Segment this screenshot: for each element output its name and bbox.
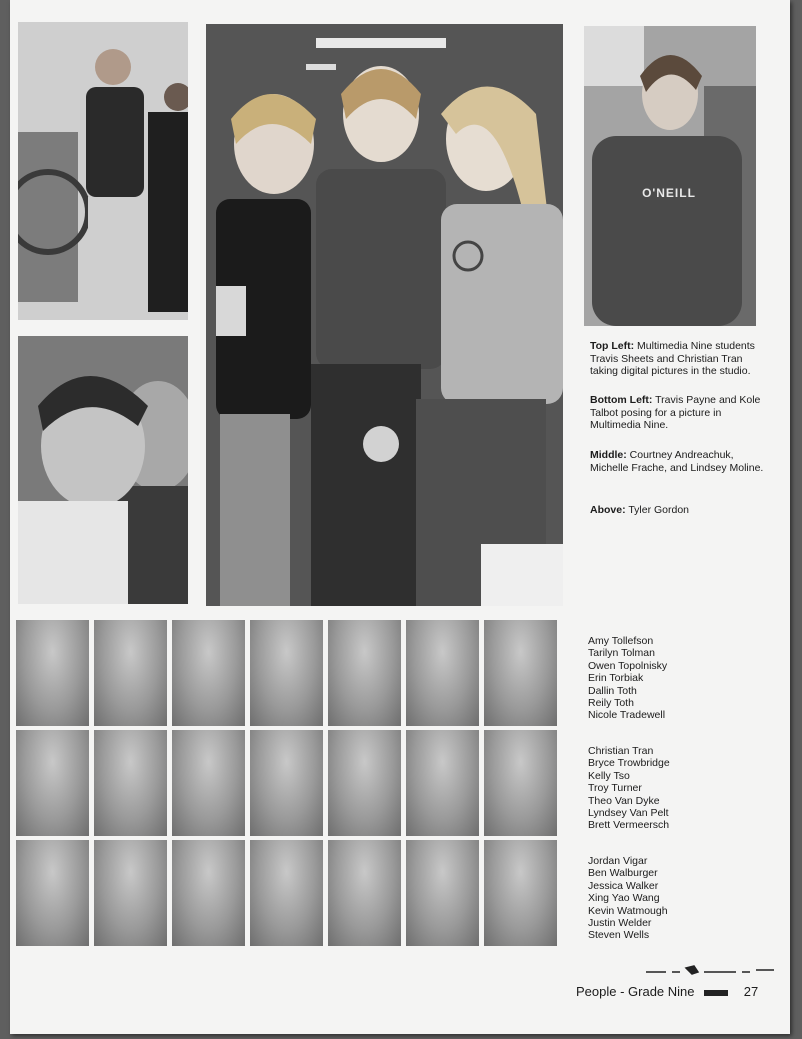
- caption-text: Tyler Gordon: [628, 504, 690, 516]
- student-portrait: [484, 620, 557, 726]
- student-portrait: [16, 840, 89, 946]
- student-portrait: [328, 840, 401, 946]
- student-name: Christian Tran: [588, 745, 654, 757]
- student-portrait: [484, 840, 557, 946]
- photo-middle: [206, 24, 563, 606]
- student-name: Justin Welder: [588, 917, 652, 930]
- footer-section-title: People - Grade Nine: [576, 984, 695, 999]
- student-name: Kelly Tso: [588, 769, 630, 782]
- student-portrait: [250, 840, 323, 946]
- student-name: Amy Tollefson: [588, 635, 654, 647]
- student-name: Jessica Walker: [588, 879, 659, 892]
- student-portrait: [484, 730, 557, 836]
- caption-label: Top Left:: [590, 340, 635, 352]
- name-list-row-3: [588, 855, 668, 942]
- caption-top-left: [590, 340, 770, 378]
- student-name: Brett Vermeersch: [588, 819, 670, 832]
- caption-above: [590, 504, 770, 517]
- page-footer: [576, 984, 758, 999]
- student-name: Troy Turner: [588, 782, 642, 795]
- student-name: Reily Toth: [588, 697, 634, 710]
- student-portrait: [94, 840, 167, 946]
- student-name: Kevin Watmough: [588, 904, 668, 917]
- student-portrait: [16, 730, 89, 836]
- student-name: Dallin Toth: [588, 684, 637, 697]
- caption-label: Above:: [590, 504, 626, 516]
- student-portrait: [406, 730, 479, 836]
- caption-text: Courtney Andreachuk, Michelle Frache, and Lindsey Moline.: [590, 449, 764, 474]
- shirt-logo-text: O'NEILL: [642, 186, 696, 200]
- student-name: Ben Walburger: [588, 867, 658, 880]
- caption-label: Bottom Left:: [590, 394, 653, 406]
- caption-text: Multimedia Nine students Travis Sheets and Christian Tran taking digital pictures in the studio.: [590, 340, 755, 377]
- student-portrait: [250, 730, 323, 836]
- caption-text: Travis Payne and Kole Talbot posing for a picture in Multimedia Nine.: [590, 394, 761, 431]
- name-list-row-1: [588, 635, 667, 722]
- student-portrait: [94, 620, 167, 726]
- student-name: Lyndsey Van Pelt: [588, 807, 669, 820]
- student-portrait: [172, 620, 245, 726]
- student-name: Xing Yao Wang: [588, 892, 660, 905]
- student-name: Steven Wells: [588, 929, 650, 942]
- student-name: Nicole Tradewell: [588, 709, 666, 722]
- student-portrait: [328, 620, 401, 726]
- name-list-row-2: [588, 745, 670, 832]
- student-name: Tarilyn Tolman: [588, 647, 655, 660]
- yearbook-page: [10, 0, 790, 1034]
- photo-top-left: [18, 22, 188, 320]
- caption-label: Middle:: [590, 449, 627, 461]
- student-portrait: [172, 730, 245, 836]
- student-name: Erin Torbiak: [588, 672, 644, 685]
- student-portrait: [406, 840, 479, 946]
- student-portrait: [172, 840, 245, 946]
- student-name: Theo Van Dyke: [588, 794, 660, 807]
- student-portrait: [328, 730, 401, 836]
- student-name: Jordan Vigar: [588, 855, 648, 867]
- caption-bottom-left: [590, 394, 770, 432]
- student-portrait: [406, 620, 479, 726]
- student-portrait: [250, 620, 323, 726]
- footer-ornament-icon: [646, 962, 776, 982]
- student-portrait: [94, 730, 167, 836]
- caption-middle: [590, 449, 770, 474]
- photo-top-right: [584, 26, 756, 326]
- page-number: 27: [743, 984, 759, 999]
- student-name: Owen Topolnisky: [588, 659, 668, 672]
- footer-divider-icon: [704, 990, 728, 996]
- photo-bottom-left: [18, 336, 188, 604]
- student-name: Bryce Trowbridge: [588, 757, 670, 770]
- student-portrait: [16, 620, 89, 726]
